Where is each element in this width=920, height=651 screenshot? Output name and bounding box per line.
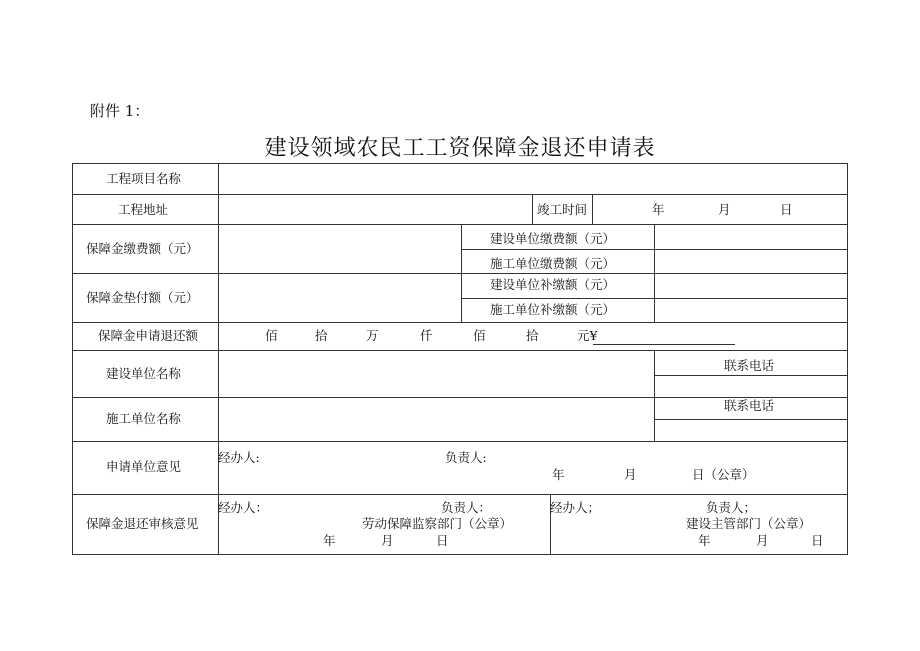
labor-year: 年 [323, 533, 336, 548]
fee-label-line-right [654, 224, 655, 322]
builder-contact-label: 联系电话 [724, 358, 775, 373]
constructor-phone-line [654, 419, 848, 420]
deposit-paid-label: 保障金缴费额（元） [86, 241, 199, 256]
project-address-label: 工程地址 [118, 202, 169, 217]
row-line-7 [72, 441, 848, 442]
construction-day: 日 [811, 533, 824, 548]
construction-year: 年 [698, 533, 711, 548]
applicant-year: 年 [552, 467, 565, 482]
row-line-8 [72, 494, 848, 495]
project-name-label: 工程项目名称 [106, 171, 182, 186]
labor-responsible: 负责人： [441, 500, 492, 515]
applicant-handler: 经办人: [218, 450, 260, 465]
border-right [847, 163, 848, 555]
constructor-supplement-label: 施工单位补缴额（元） [490, 302, 616, 317]
completion-left-line [532, 194, 533, 224]
construction-month: 月 [756, 533, 769, 548]
construction-handler: 经办人； [550, 500, 601, 515]
completion-right-line [592, 194, 593, 224]
form-title: 建设领域农民工工资保障金退还申请表 [264, 136, 656, 161]
refund-application-form [72, 163, 848, 555]
completion-month: 月 [718, 202, 731, 217]
labor-dept-seal: 劳动保障监察部门（公章） [362, 516, 513, 531]
annex-label: 附件 1： [90, 102, 150, 120]
row-line-2 [72, 224, 848, 225]
deposit-advance-label: 保障金垫付额（元） [86, 290, 199, 305]
applicant-day-seal: 日（公章） [692, 467, 755, 482]
unit-ten-thousand: 万 [366, 328, 379, 343]
completion-day: 日 [780, 202, 793, 217]
labor-month: 月 [381, 533, 394, 548]
applicant-month: 月 [624, 467, 637, 482]
amount-underline [593, 343, 735, 345]
row-line-3 [72, 273, 848, 274]
applicant-responsible: 负责人: [445, 450, 487, 465]
fee-label-line-left [461, 224, 462, 322]
unit-hundred-thousand: 佰 [265, 328, 278, 343]
constructor-phone-vline [654, 397, 655, 441]
review-opinion-label: 保障金退还审核意见 [86, 516, 199, 531]
unit-thousand: 仟 [420, 328, 433, 343]
builder-supplement-label: 建设单位补缴额（元） [490, 277, 616, 292]
builder-phone-vline [654, 350, 655, 397]
completion-time-label: 竣工时间 [537, 202, 588, 217]
builder-phone-line [654, 375, 848, 376]
unit-hundred: 佰 [473, 328, 486, 343]
refund-amount-label: 保障金申请退还额 [98, 328, 199, 343]
constructor-name-label: 施工单位名称 [106, 411, 182, 426]
border-bottom [72, 554, 848, 555]
completion-year: 年 [652, 202, 665, 217]
constructor-contact-label: 联系电话 [724, 398, 775, 413]
border-left [72, 163, 73, 555]
row-line-4 [72, 322, 848, 323]
labor-day: 日 [436, 533, 449, 548]
construction-responsible: 负责人； [706, 500, 757, 515]
labor-handler: 经办人： [218, 500, 269, 515]
row-line-1 [72, 194, 848, 195]
construction-dept-seal: 建设主管部门（公章） [686, 516, 812, 531]
applicant-opinion-label: 申请单位意见 [106, 459, 182, 474]
builder-paid-label: 建设单位缴费额（元） [490, 231, 616, 246]
constructor-paid-label: 施工单位缴费额（元） [490, 256, 616, 271]
border-top [72, 163, 848, 164]
label-column-line [218, 163, 219, 555]
unit-ten-thousand-tens: 拾 [315, 328, 328, 343]
unit-ten: 拾 [526, 328, 539, 343]
row-line-5 [72, 350, 848, 351]
builder-name-label: 建设单位名称 [106, 366, 182, 381]
unit-yuan-symbol: 元¥ [577, 328, 598, 343]
